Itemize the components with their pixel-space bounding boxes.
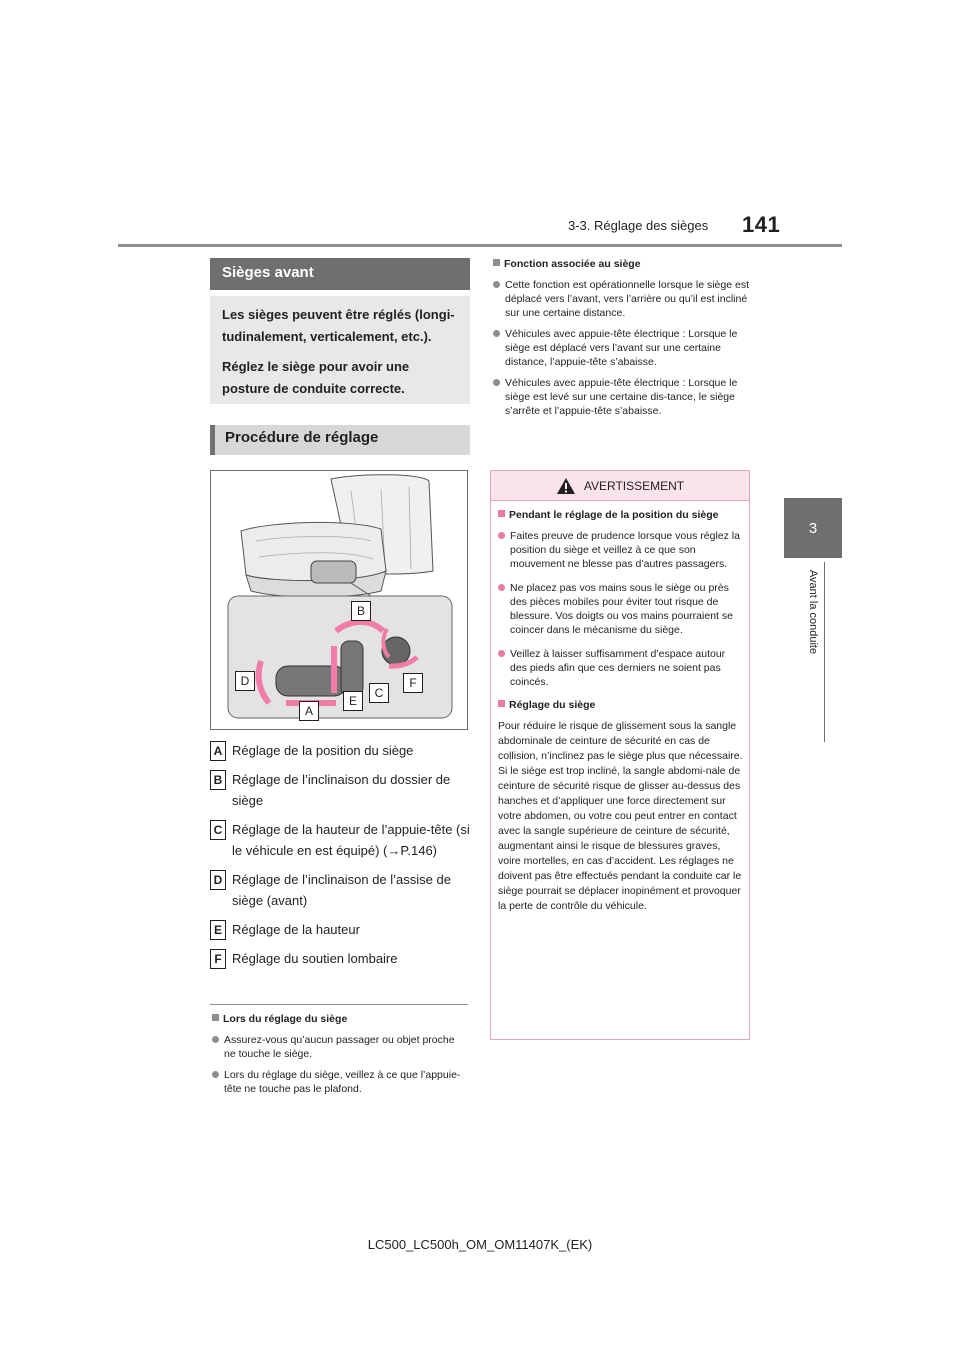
note-bullet: Cette fonction est opérationnelle lorsque le siège est déplacé vers l’avant, vers l’arrière ou qu’il est incliné sur une certaine distance. <box>493 278 751 320</box>
callout-e: E <box>343 691 363 711</box>
callout-a: A <box>299 701 319 721</box>
item-letter: E <box>210 920 226 940</box>
warning-subheading: Pendant le réglage de la position du siège <box>498 509 743 521</box>
note-bullet: Assurez-vous qu’aucun passager ou objet proche ne touche le siège. <box>212 1033 468 1061</box>
section-title: 3-3. Réglage des sièges <box>568 218 709 233</box>
callout-d: D <box>235 671 255 691</box>
warning-paragraph: Pour réduire le risque de glissement sous la sangle abdominale de ceinture de sécurité en cas de collision, n’inclinez pas le siège plus que nécessaire. Si le siège est trop incliné, la sangle abdomi-nale de ceinture de sécurité risque de glisser au-dessus des hanches et d’appliquer une force directement sur votre abdomen, ou votre cou peut entrer en contact avec la sangle supérieure de ceinture de sécurité, augmentant ainsi le risque de blessures graves, voire mortelles, en cas d’accident. Les réglages ne doivent pas être effectués pendant la conduite car le siège pourrait se déplacer inopinément et provoquer la perte de contrôle du véhicule. <box>498 720 743 912</box>
item-text: Réglage de l’inclinaison du dossier de siège <box>232 772 451 808</box>
warning-box <box>490 470 750 1040</box>
item-letter: B <box>210 770 226 790</box>
item-text: Réglage de la hauteur <box>232 922 360 937</box>
warning-bullet: Faites preuve de prudence lorsque vous réglez la position du siège et veillez à ce que son mouvement ne blesse pas d’autres passagers. <box>498 529 743 571</box>
left-notes <box>212 1013 468 1103</box>
list-item <box>210 919 472 940</box>
chapter-tab <box>784 498 842 558</box>
item-letter: A <box>210 741 226 761</box>
item-text: Réglage de l’inclinaison de l’assise de siège (avant) <box>232 872 451 908</box>
note-bullet: Véhicules avec appuie-tête électrique : Lorsque le siège est déplacé vers l’avant sur une certaine distance, l’appuie-tête s’abaisse. <box>493 327 751 369</box>
intro-text-2: Réglez le siège pour avoir une posture de conduite correcte. <box>222 359 410 396</box>
callout-b: B <box>351 601 371 621</box>
note-heading: Lors du réglage du siège <box>212 1013 468 1025</box>
chapter-label: Avant la conduite <box>807 569 819 655</box>
intro-text-1: Les sièges peuvent être réglés (longi-tudinalement, verticalement, etc.). <box>222 307 455 344</box>
list-item <box>210 819 472 861</box>
square-bullet-icon <box>498 700 505 707</box>
warning-title: AVERTISSEMENT <box>583 478 685 493</box>
warning-body <box>491 501 749 914</box>
callout-f: F <box>403 673 423 693</box>
header-rule <box>118 244 842 247</box>
item-letter: C <box>210 820 226 840</box>
callout-c: C <box>369 683 389 703</box>
note-heading: Fonction associée au siège <box>493 258 751 270</box>
warning-bullet: Veillez à laisser suffisamment d’espace autour des pieds afin que ces derniers ne soient pas coincés. <box>498 647 743 689</box>
list-item <box>210 740 472 761</box>
note-bullet: Lors du réglage du siège, veillez à ce que l’appuie-tête ne touche pas le plafond. <box>212 1068 468 1096</box>
list-item <box>210 769 472 811</box>
warning-bullet: Ne placez pas vos mains sous le siège ou près des pièces mobiles pour éviter tout risque de blessure. Vos doigts ou vos mains pourraient se coincer dans le mécanisme du siège. <box>498 581 743 637</box>
square-bullet-icon <box>498 510 505 517</box>
warning-subheading: Réglage du siège <box>498 699 743 711</box>
square-bullet-icon <box>212 1014 219 1021</box>
seat-controls-figure <box>210 470 468 730</box>
list-item <box>210 948 472 969</box>
adjustment-list <box>210 740 472 977</box>
item-text: Réglage de la hauteur de l’appuie-tête (si le véhicule en est équipé) (→P.146) <box>232 822 470 858</box>
chapter-number: 3 <box>808 519 818 537</box>
page-number: 141 <box>742 212 781 237</box>
intro-box <box>210 296 470 404</box>
heading-front-seats: Sièges avant <box>210 258 470 290</box>
item-letter: F <box>210 949 226 969</box>
note-bullet: Véhicules avec appuie-tête électrique : Lorsque le siège est levé sur une certaine dis-tance, le siège s’arrête et l’appuie-tête s’abaisse. <box>493 376 751 418</box>
right-notes <box>493 258 751 425</box>
item-text: Réglage du soutien lombaire <box>232 951 398 966</box>
square-bullet-icon <box>493 259 500 266</box>
warning-header <box>491 471 749 501</box>
item-text: Réglage de la position du siège <box>232 743 414 758</box>
warning-triangle-icon <box>556 477 576 495</box>
divider <box>210 1004 468 1005</box>
item-letter: D <box>210 870 226 890</box>
footer-doc-code: LC500_LC500h_OM_OM11407K_(EK) <box>367 1237 593 1252</box>
side-rule <box>824 562 825 742</box>
heading-adjustment-procedure: Procédure de réglage <box>210 425 470 455</box>
list-item <box>210 869 472 911</box>
